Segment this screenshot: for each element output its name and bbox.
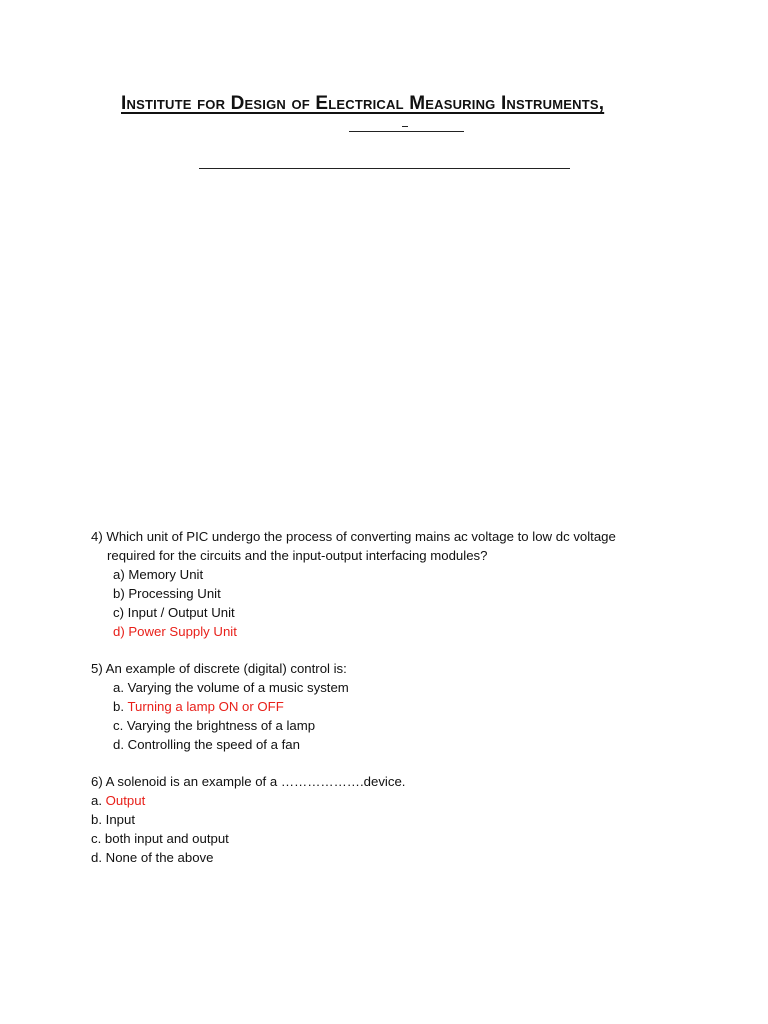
question-6-text: 6) A solenoid is an example of a ……………….device.	[91, 774, 406, 789]
question-4-option-b: b) Processing Unit	[113, 586, 221, 601]
option-label: both input and output	[104, 831, 229, 846]
long-underline-rule	[199, 168, 570, 169]
question-4-option-c: c) Input / Output Unit	[113, 605, 235, 620]
option-prefix: a.	[91, 793, 106, 808]
question-5-option-b	[91, 697, 731, 716]
question-4-option-d-correct: d) Power Supply Unit	[113, 624, 237, 639]
option-prefix: c.	[91, 831, 105, 846]
option-prefix: d.	[113, 737, 128, 752]
option-prefix: d.	[91, 850, 106, 865]
option-label: Controlling the speed of a fan	[127, 737, 300, 752]
question-4-text-continued: required for the circuits and the input-output interfacing modules?	[107, 548, 488, 563]
question-4-text: 4) Which unit of PIC undergo the process of converting mains ac voltage to low dc voltage	[91, 529, 616, 544]
option-label: Varying the volume of a music system	[127, 680, 349, 695]
question-6-option-a	[91, 791, 731, 810]
question-6-option-c	[91, 829, 731, 848]
option-prefix: b.	[91, 812, 106, 827]
question-6	[91, 772, 731, 867]
option-label: Varying the brightness of a lamp	[126, 718, 316, 733]
option-label-correct: Turning a lamp ON or OFF	[127, 699, 284, 714]
question-6-option-d	[91, 848, 731, 867]
document-title: Institute for Design of Electrical Measuring Instruments,	[121, 93, 605, 114]
question-4-option-a: a) Memory Unit	[113, 567, 204, 582]
option-prefix: b.	[113, 699, 128, 714]
question-5-option-d	[91, 735, 731, 754]
option-label: Input	[105, 812, 136, 827]
question-5	[91, 659, 731, 754]
short-dash-line	[402, 126, 408, 127]
question-6-option-b	[91, 810, 731, 829]
option-prefix: a.	[113, 680, 128, 695]
question-5-option-c	[91, 716, 731, 735]
option-prefix: c.	[113, 718, 127, 733]
question-4	[91, 527, 731, 641]
question-5-text: 5) An example of discrete (digital) control is:	[91, 661, 347, 676]
short-underline-rule	[349, 131, 464, 132]
option-label: None of the above	[105, 850, 214, 865]
option-label-correct: Output	[105, 793, 146, 808]
question-list	[91, 527, 731, 885]
question-5-option-a	[91, 678, 731, 697]
